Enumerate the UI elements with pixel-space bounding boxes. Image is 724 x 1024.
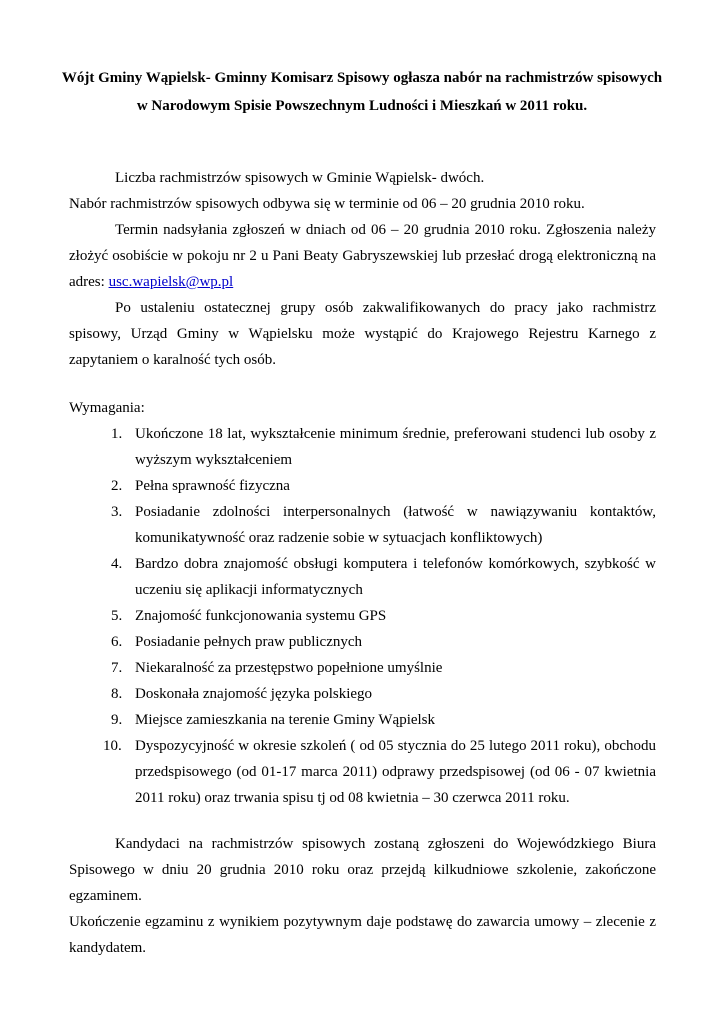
requirement-text: Ukończone 18 lat, wykształcenie minimum średnie, preferowani studenci lub osoby z wyższym wykształceniem xyxy=(135,426,656,468)
requirement-number: 5. xyxy=(111,608,123,624)
title-line-2: w Narodowym Spisie Powszechnym Ludności i Mieszkań w 2011 roku. xyxy=(136,98,588,114)
requirement-number: 6. xyxy=(111,634,123,650)
requirement-item xyxy=(69,707,656,733)
document-body xyxy=(69,165,656,961)
requirements-list xyxy=(69,421,656,811)
requirement-item xyxy=(69,551,656,603)
requirement-number: 1. xyxy=(111,426,123,442)
requirement-text: Posiadanie zdolności interpersonalnych (łatwość w nawiązywaniu kontaktów, komunikatywność oraz radzenie sobie w sytuacjach konfliktowych) xyxy=(135,504,656,546)
title-line-1: Wójt Gminy Wąpielsk- Gminny Komisarz Spisowy ogłasza nabór na rachmistrzów spisowych xyxy=(61,70,663,86)
requirement-number: 4. xyxy=(111,556,123,572)
requirement-text: Dyspozycyjność w okresie szkoleń ( od 05 stycznia do 25 lutego 2011 roku), obchodu przedspisowego (od 01-17 marca 2011) odprawy przedspisowej (od 06 - 07 kwietnia 2011 roku) oraz trwania spisu tj od 08 kwietnia – 30 czerwca 2011 roku. xyxy=(135,738,656,806)
enumerator-count-line: Liczba rachmistrzów spisowych w Gminie Wąpielsk- dwóch. xyxy=(115,170,485,186)
requirement-number: 8. xyxy=(111,686,123,702)
recruitment-period-line: Nabór rachmistrzów spisowych odbywa się w terminie od 06 – 20 grudnia 2010 roku. xyxy=(69,196,585,212)
requirement-item xyxy=(69,603,656,629)
requirement-text: Miejsce zamieszkania na terenie Gminy Wąpielsk xyxy=(135,712,436,728)
email-link[interactable]: usc.wapielsk@wp.pl xyxy=(108,274,234,290)
requirement-item xyxy=(69,681,656,707)
requirement-text: Pełna sprawność fizyczna xyxy=(135,478,290,494)
exam-paragraph: Ukończenie egzaminu z wynikiem pozytywnym daje podstawę do zawarcia umowy – zlecenie z kandydatem. xyxy=(69,914,656,956)
requirement-item xyxy=(69,473,656,499)
requirement-number: 9. xyxy=(111,712,123,728)
requirement-item xyxy=(69,421,656,473)
requirement-text: Bardzo dobra znajomość obsługi komputera i telefonów komórkowych, szybkość w uczeniu się aplikacji informatycznych xyxy=(135,556,656,598)
requirement-text: Doskonała znajomość języka polskiego xyxy=(135,686,373,702)
candidates-paragraph: Kandydaci na rachmistrzów spisowych zostaną zgłoszeni do Wojewódzkiego Biura Spisowego w dniu 20 grudnia 2010 roku oraz przejdą kilkudniowe szkolenie, zakończone egzaminem. xyxy=(69,836,656,904)
document-title xyxy=(40,64,684,120)
submission-text: Termin nadsyłania zgłoszeń w dniach od 06 – 20 grudnia 2010 roku. Zgłoszenia należy złożyć osobiście w pokoju nr 2 u Pani Beaty Gabryszewskiej lub przesłać drogą elektroniczną na adres: xyxy=(69,222,656,290)
requirement-item xyxy=(69,655,656,681)
requirement-text: Niekaralność za przestępstwo popełnione umyślnie xyxy=(135,660,443,676)
requirement-number: 2. xyxy=(111,478,123,494)
requirement-number: 10. xyxy=(103,738,122,754)
requirement-number: 7. xyxy=(111,660,123,676)
requirement-text: Posiadanie pełnych praw publicznych xyxy=(135,634,363,650)
criminal-record-paragraph: Po ustaleniu ostatecznej grupy osób zakwalifikowanych do pracy jako rachmistrz spisowy, Urząd Gminy w Wąpielsku może wystąpić do Krajowego Rejestru Karnego z zapytaniem o karalność tych osób. xyxy=(69,300,656,368)
requirement-item xyxy=(69,629,656,655)
requirements-heading: Wymagania: xyxy=(69,400,145,416)
requirement-text: Znajomość funkcjonowania systemu GPS xyxy=(135,608,387,624)
requirement-item xyxy=(69,499,656,551)
submission-paragraph xyxy=(69,217,656,295)
requirement-number: 3. xyxy=(111,504,123,520)
requirement-item xyxy=(69,733,656,811)
